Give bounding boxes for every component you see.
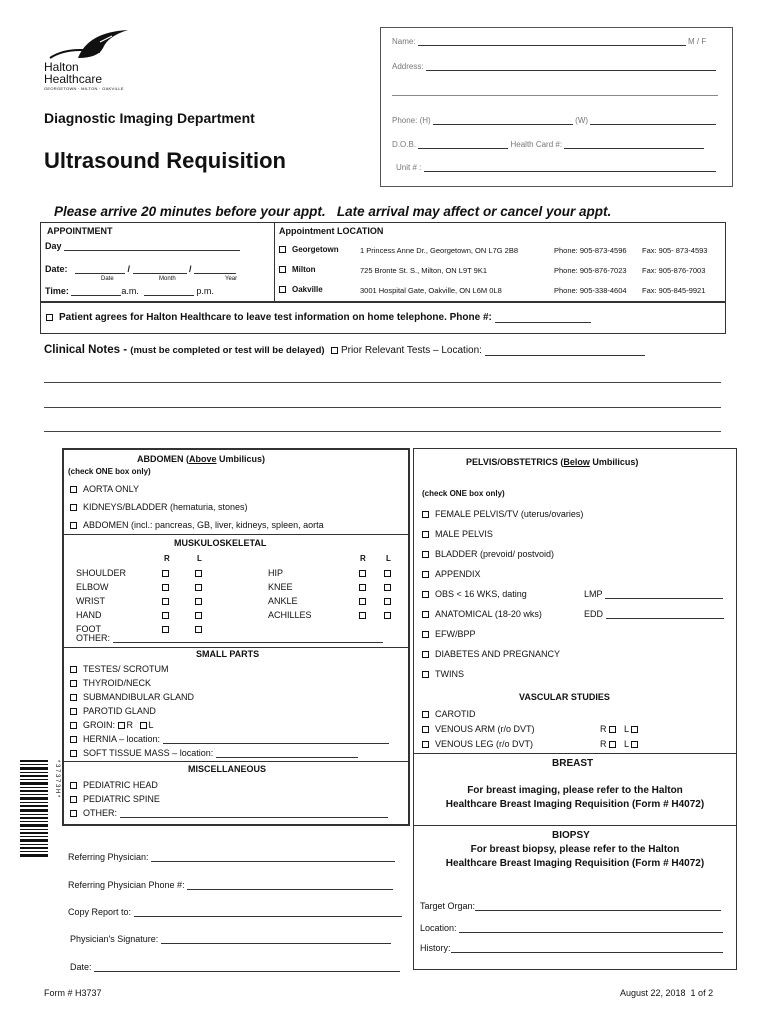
biopsy-heading: BIOPSY <box>552 830 590 841</box>
history-field[interactable] <box>451 952 723 953</box>
prior-tests-checkbox[interactable] <box>331 347 338 354</box>
abdomen-full-checkbox[interactable] <box>70 522 77 529</box>
address-field[interactable] <box>426 70 716 71</box>
logo-tagline: GEORGETOWN · MILTON · OAKVILLE <box>44 86 124 91</box>
soft-tissue-field[interactable] <box>216 757 358 758</box>
venous-arm-checkbox[interactable] <box>422 726 429 733</box>
pelvis-heading-pre: PELVIS/OBSTETRICS ( <box>466 457 564 467</box>
venous-leg-l-checkbox[interactable] <box>631 741 638 748</box>
msk-right-r-checkbox[interactable] <box>359 570 366 577</box>
soft-tissue-label: SOFT TISSUE MASS – location: <box>83 748 214 758</box>
pediatric-head-checkbox[interactable] <box>70 782 77 789</box>
date-field-bottom[interactable] <box>94 971 400 972</box>
oakville-phone: Phone: 905-338-4604 <box>554 286 627 295</box>
small-parts-heading: SMALL PARTS <box>196 649 260 659</box>
efw-checkbox[interactable] <box>422 631 429 638</box>
logo-line1: Halton <box>44 60 79 74</box>
bladder-label: BLADDER (prevoid/ postvoid) <box>435 549 555 559</box>
female-pelvis-checkbox[interactable] <box>422 511 429 518</box>
msk-r-header-right: R <box>360 554 366 563</box>
time-pm-field[interactable] <box>144 295 194 296</box>
msk-left-r-checkbox[interactable] <box>162 612 169 619</box>
msk-left-l-checkbox[interactable] <box>195 626 202 633</box>
location-heading: Appointment LOCATION <box>279 226 384 236</box>
abdomen-full-label: ABDOMEN (incl.: pancreas, GB, liver, kidneys, spleen, aorta <box>83 520 324 530</box>
aorta-label: AORTA ONLY <box>83 484 140 494</box>
milton-phone: Phone: 905-876-7023 <box>554 266 627 275</box>
msk-right-l-checkbox[interactable] <box>384 598 391 605</box>
testes-checkbox[interactable] <box>70 666 77 673</box>
patient-info-box <box>380 27 733 187</box>
venous-leg-l-label: L <box>624 739 630 749</box>
msk-left-r-checkbox[interactable] <box>162 570 169 577</box>
pediatric-head-label: PEDIATRIC HEAD <box>83 780 158 790</box>
appointment-heading: APPOINTMENT <box>47 226 113 236</box>
consent-checkbox[interactable] <box>46 314 53 321</box>
signature-field[interactable] <box>161 943 391 944</box>
oakville-checkbox[interactable] <box>279 286 286 293</box>
thyroid-checkbox[interactable] <box>70 680 77 687</box>
parotid-checkbox[interactable] <box>70 708 77 715</box>
edd-label: EDD <box>584 609 604 619</box>
groin-label: GROIN: <box>83 720 116 730</box>
halton-logo <box>44 28 144 94</box>
physician-phone-label: Referring Physician Phone #: <box>68 880 185 890</box>
efw-label: EFW/BPP <box>435 629 476 639</box>
history-label: History: <box>420 943 451 953</box>
testes-label: TESTES/ SCROTUM <box>83 664 169 674</box>
phone-w-label: (W) <box>575 116 589 125</box>
msk-right-label: HIP <box>268 568 284 578</box>
male-pelvis-checkbox[interactable] <box>422 531 429 538</box>
venous-arm-label: VENOUS ARM (r/o DVT) <box>435 724 535 734</box>
kidneys-checkbox[interactable] <box>70 504 77 511</box>
venous-arm-r-label: R <box>600 724 607 734</box>
month-sub-label: Month <box>159 276 176 282</box>
barcode <box>18 760 60 860</box>
venous-leg-checkbox[interactable] <box>422 741 429 748</box>
msk-left-r-checkbox[interactable] <box>162 584 169 591</box>
hernia-checkbox[interactable] <box>70 736 77 743</box>
misc-other-field[interactable] <box>120 817 388 818</box>
page-title: Ultrasound Requisition <box>44 148 286 173</box>
date-year-field[interactable] <box>194 273 236 274</box>
referring-physician-label: Referring Physician: <box>68 852 149 862</box>
obs-label: OBS < 16 WKS, dating <box>435 589 527 599</box>
health-card-field[interactable] <box>564 148 704 149</box>
milton-label: Milton <box>292 265 316 274</box>
day-field[interactable] <box>64 250 240 251</box>
clinical-notes-line-2[interactable] <box>44 407 721 408</box>
carotid-checkbox[interactable] <box>422 711 429 718</box>
oakville-label: Oakville <box>292 285 323 294</box>
pelvis-heading-below: Below <box>563 457 590 467</box>
year-sub-label: Year <box>225 276 238 282</box>
female-pelvis-label: FEMALE PELVIS/TV (uterus/ovaries) <box>435 509 584 519</box>
msk-left-label: ELBOW <box>76 582 109 592</box>
breast-heading: BREAST <box>552 758 594 769</box>
msk-left-label: WRIST <box>76 596 105 606</box>
msk-left-l-checkbox[interactable] <box>195 570 202 577</box>
clinical-notes-label: Clinical Notes - <box>44 344 128 356</box>
logo-line2: Healthcare <box>44 72 103 86</box>
msk-other-field[interactable] <box>113 642 383 643</box>
appendix-label: APPENDIX <box>435 569 481 579</box>
signature-label: Physician's Signature: <box>70 934 159 944</box>
milton-address: 725 Bronte St. S., Milton, ON L9T 9K1 <box>360 266 488 275</box>
revision-date: August 22, 2018 1 of 2 <box>620 988 714 998</box>
msk-other-label: OTHER: <box>76 633 111 643</box>
abdomen-heading-pre: ABDOMEN ( <box>137 454 189 464</box>
edd-field[interactable] <box>606 618 724 619</box>
pm-label: p.m. <box>196 286 214 296</box>
phone-h-label: Phone: (H) <box>392 116 431 125</box>
obs-checkbox[interactable] <box>422 591 429 598</box>
day-label: Day <box>45 241 62 251</box>
msk-right-row <box>268 596 298 606</box>
unit-field[interactable] <box>424 171 716 172</box>
appointment-box: APPOINTMENT Day Date: / / Date Month Year Time: a.m. p.m. Appointment LOCATION Georgetown 1 Princess Anne Dr., Georgetown, ON L7G 2B8 Phone: 905-873-4596 Fax: 905- 873-4593 Milton 725 Bronte St. S., Milton, ON L9T 9K1 Phone: 905-876-7023 Fax: 905-876-7003 Oakville 3001 Hospital Gate, Oakville, ON L6M 0L8 Phone: 905-338-4604 Fax: 905-845-9921 <box>40 222 726 302</box>
dob-label: D.O.B. <box>392 140 417 149</box>
date-sub-label: Date <box>101 276 114 282</box>
lmp-field[interactable] <box>605 598 723 599</box>
pelvis-heading-post: Umbilicus) <box>589 457 639 467</box>
venous-arm-l-checkbox[interactable] <box>631 726 638 733</box>
msk-left-row <box>76 582 109 592</box>
unit-label: Unit # : <box>396 163 422 172</box>
venous-arm-l-label: L <box>624 724 630 734</box>
msk-right-r-checkbox[interactable] <box>359 612 366 619</box>
misc-other-label: OTHER: <box>83 808 118 818</box>
milton-checkbox[interactable] <box>279 266 286 273</box>
msk-right-l-checkbox[interactable] <box>384 612 391 619</box>
biopsy-location-field[interactable] <box>459 932 723 933</box>
consent-text: Patient agrees for Halton Healthcare to leave test information on home telephone. Phone #: <box>59 312 492 323</box>
exam-left-panel <box>62 448 410 826</box>
barcode-text: * 3 7 3 7 3 H * <box>54 760 60 798</box>
phone-h-field[interactable] <box>433 124 573 125</box>
breast-text-2: Healthcare Breast Imaging Requisition (Form # H4072) <box>445 799 705 810</box>
groin-l-checkbox[interactable] <box>140 722 147 729</box>
venous-leg-label: VENOUS LEG (r/o DVT) <box>435 739 534 749</box>
exam-right-panel <box>413 448 737 970</box>
pelvis-subhead: (check ONE box only) <box>422 489 505 498</box>
am-label: a.m. <box>121 286 139 296</box>
arrival-notice: Please arrive 20 minutes before your appt. Late arrival may affect or cancel your appt. <box>54 204 612 219</box>
time-label: Time: <box>45 286 69 296</box>
anatomical-label: ANATOMICAL (18-20 wks) <box>435 609 542 619</box>
clinical-notes-note: (must be completed or test will be delayed) <box>130 345 325 356</box>
submandibular-checkbox[interactable] <box>70 694 77 701</box>
hernia-label: HERNIA – location: <box>83 734 161 744</box>
physician-phone-field[interactable] <box>187 889 393 890</box>
date-month-field[interactable] <box>133 273 187 274</box>
bladder-checkbox[interactable] <box>422 551 429 558</box>
thyroid-label: THYROID/NECK <box>83 678 152 688</box>
biopsy-location-label: Location: <box>420 923 457 933</box>
msk-left-l-checkbox[interactable] <box>195 612 202 619</box>
hernia-field[interactable] <box>163 743 389 744</box>
abdomen-heading-post: Umbilicus) <box>216 454 266 464</box>
consent-box <box>40 302 726 334</box>
submandibular-label: SUBMANDIBULAR GLAND <box>83 692 195 702</box>
msk-right-label: ACHILLES <box>268 610 312 620</box>
msk-right-label: KNEE <box>268 582 293 592</box>
consent-phone-field[interactable] <box>495 322 591 323</box>
aorta-checkbox[interactable] <box>70 486 77 493</box>
target-organ-label: Target Organ: <box>420 901 476 911</box>
date-label: Date: <box>45 264 68 274</box>
msk-right-r-checkbox[interactable] <box>359 584 366 591</box>
vascular-heading: VASCULAR STUDIES <box>519 692 610 702</box>
time-am-field[interactable] <box>71 295 121 296</box>
groin-r-label: R <box>126 720 134 730</box>
twins-checkbox[interactable] <box>422 671 429 678</box>
msk-r-header-left: R <box>164 554 170 563</box>
pediatric-spine-checkbox[interactable] <box>70 796 77 803</box>
copy-report-field[interactable] <box>134 916 402 917</box>
clinical-notes-line-1[interactable] <box>44 382 721 383</box>
msk-right-row <box>268 568 283 578</box>
referring-physician-field[interactable] <box>151 861 395 862</box>
msk-right-label: ANKLE <box>268 596 298 606</box>
msk-heading: MUSKULOSKELETAL <box>174 538 267 548</box>
msk-left-row <box>76 568 126 578</box>
prior-tests-field[interactable] <box>485 355 645 356</box>
msk-right-row <box>268 582 293 592</box>
msk-right-row <box>268 610 312 620</box>
msk-left-r-checkbox[interactable] <box>162 598 169 605</box>
logo-swoosh-icon <box>48 28 138 62</box>
anatomical-checkbox[interactable] <box>422 611 429 618</box>
carotid-label: CAROTID <box>435 709 476 719</box>
venous-leg-r-label: R <box>600 739 607 749</box>
male-pelvis-label: MALE PELVIS <box>435 529 493 539</box>
mf-label: M / F <box>688 37 707 46</box>
msk-left-label: FOOT <box>76 624 101 634</box>
phone-w-field[interactable] <box>590 124 716 125</box>
msk-right-l-checkbox[interactable] <box>384 584 391 591</box>
breast-text-1: For breast imaging, please refer to the Halton <box>467 785 683 796</box>
venous-arm-r-checkbox[interactable] <box>609 726 616 733</box>
oakville-address: 3001 Hospital Gate, Oakville, ON L6M 0L8 <box>360 286 502 295</box>
parotid-label: PAROTID GLAND <box>83 706 156 716</box>
pediatric-spine-label: PEDIATRIC SPINE <box>83 794 160 804</box>
copy-report-label: Copy Report to: <box>68 907 132 917</box>
biopsy-text-1: For breast biopsy, please refer to the Halton <box>470 844 680 855</box>
address-label: Address: <box>392 62 424 71</box>
msk-left-l-checkbox[interactable] <box>195 584 202 591</box>
msk-left-l-checkbox[interactable] <box>195 598 202 605</box>
dob-field[interactable] <box>418 148 508 149</box>
target-organ-field[interactable] <box>475 910 721 911</box>
milton-fax: Fax: 905-876-7003 <box>642 266 706 275</box>
kidneys-label: KIDNEYS/BLADDER (hematuria, stones) <box>83 502 248 512</box>
soft-tissue-checkbox[interactable] <box>70 750 77 757</box>
georgetown-checkbox[interactable] <box>279 246 286 253</box>
department-title: Diagnostic Imaging Department <box>44 110 255 126</box>
name-label: Name: <box>392 37 416 46</box>
msk-l-header-right: L <box>386 554 391 563</box>
abdomen-heading-above: Above <box>189 454 217 464</box>
date-label-bottom: Date: <box>70 962 92 972</box>
lmp-label: LMP <box>584 589 603 599</box>
msk-left-row <box>76 610 102 620</box>
barcode-icon <box>18 760 52 860</box>
oakville-fax: Fax: 905-845-9921 <box>642 286 706 295</box>
groin-checkbox[interactable] <box>70 722 77 729</box>
misc-other-checkbox[interactable] <box>70 810 77 817</box>
msk-right-l-checkbox[interactable] <box>384 570 391 577</box>
groin-l-label: L <box>148 720 154 730</box>
twins-label: TWINS <box>435 669 464 679</box>
msk-left-label: HAND <box>76 610 102 620</box>
msk-left-r-checkbox[interactable] <box>162 626 169 633</box>
biopsy-text-2: Healthcare Breast Imaging Requisition (Form # H4072) <box>445 858 705 869</box>
diabetes-checkbox[interactable] <box>422 651 429 658</box>
misc-heading: MISCELLANEOUS <box>188 764 267 774</box>
clinical-notes-line-3[interactable] <box>44 431 721 432</box>
groin-r-checkbox[interactable] <box>118 722 125 729</box>
diabetes-label: DIABETES AND PREGNANCY <box>435 649 561 659</box>
msk-left-label: SHOULDER <box>76 568 127 578</box>
georgetown-address: 1 Princess Anne Dr., Georgetown, ON L7G 2B8 <box>360 246 518 255</box>
name-field[interactable] <box>418 45 686 46</box>
msk-left-row <box>76 596 105 606</box>
msk-right-r-checkbox[interactable] <box>359 598 366 605</box>
date-day-field[interactable] <box>75 273 125 274</box>
health-card-label: Health Card #: <box>510 140 563 149</box>
abdomen-subhead: (check ONE box only) <box>68 467 151 476</box>
georgetown-label: Georgetown <box>292 245 339 254</box>
prior-tests-label: Prior Relevant Tests – Location: <box>340 345 482 356</box>
form-number: Form # H3737 <box>44 988 102 998</box>
appendix-checkbox[interactable] <box>422 571 429 578</box>
georgetown-phone: Phone: 905-873-4596 <box>554 246 627 255</box>
msk-l-header-left: L <box>197 554 202 563</box>
venous-leg-r-checkbox[interactable] <box>609 741 616 748</box>
georgetown-fax: Fax: 905- 873-4593 <box>642 246 708 255</box>
